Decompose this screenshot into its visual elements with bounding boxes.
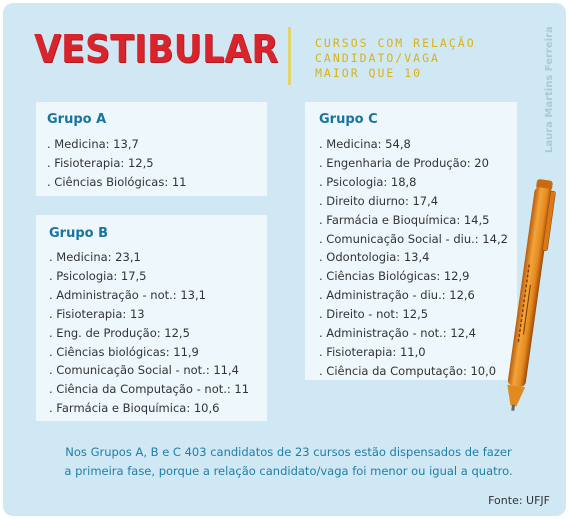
subtitle-line-2: CANDIDATO/VAGA	[315, 51, 440, 65]
list-item: . Administração - diu.: 12,6	[319, 288, 475, 303]
group-a-list	[47, 135, 186, 192]
group-c-box	[305, 102, 517, 380]
page-title: VESTIBULAR	[34, 27, 279, 71]
group-c-list	[319, 135, 508, 381]
subtitle-line-3: MAIOR QUE 10	[315, 66, 423, 80]
infographic-panel	[3, 3, 566, 516]
header-divider	[288, 27, 291, 85]
group-b-list	[49, 248, 249, 418]
subtitle-line-1: CURSOS COM RELAÇÃO	[315, 36, 476, 50]
list-item: . Fisioterapia: 12,5	[47, 155, 154, 170]
list-item: . Administração - not.: 12,4	[319, 326, 476, 341]
list-item: . Engenharia de Produção: 20	[319, 155, 489, 170]
list-item: . Odontologia: 13,4	[319, 250, 430, 265]
list-item: . Ciência da Computação: 10,0	[319, 363, 497, 378]
group-a-title: Grupo A	[47, 112, 107, 127]
footnote-line-1: Nos Grupos A, B e C 403 candidatos de 23 cursos estão dispensados de fazer	[65, 445, 512, 459]
subtitle	[315, 36, 476, 81]
list-item: . Ciências biológicas: 11,9	[49, 344, 199, 359]
list-item: . Direito - not: 12,5	[319, 307, 429, 322]
list-item: . Fisioterapia: 13	[49, 306, 145, 321]
footnote	[36, 443, 541, 480]
pen-icon	[503, 175, 557, 415]
list-item: . Comunicação Social - not.: 11,4	[49, 363, 239, 378]
list-item: . Psicologia: 18,8	[319, 174, 417, 189]
list-item: . Ciências Biológicas: 12,9	[319, 269, 470, 284]
list-item: . Farmácia e Bioquímica: 14,5	[319, 212, 490, 227]
source-credit: Fonte: UFJF	[488, 494, 550, 507]
list-item: . Psicologia: 17,5	[49, 268, 147, 283]
photo-credit: Laura Martins Ferreira	[544, 26, 555, 153]
list-item: . Comunicação Social - diu.: 14,2	[319, 231, 508, 246]
group-a-box	[36, 102, 267, 196]
group-b-title: Grupo B	[49, 226, 109, 241]
list-item: . Ciência da Computação - not.: 11	[49, 382, 250, 397]
footnote-line-2: a primeira fase, porque a relação candidato/vaga foi menor ou igual a quatro.	[64, 463, 513, 478]
list-item: . Direito diurno: 17,4	[319, 193, 439, 208]
list-item: . Medicina: 54,8	[319, 137, 411, 151]
list-item: . Administração - not.: 13,1	[49, 287, 206, 302]
list-item: . Ciências Biológicas: 11	[47, 174, 187, 189]
list-item: . Eng. de Produção: 12,5	[49, 325, 190, 340]
list-item: . Medicina: 23,1	[49, 250, 141, 264]
list-item: . Medicina: 13,7	[47, 137, 139, 151]
list-item: . Farmácia e Bioquímica: 10,6	[49, 401, 220, 416]
group-b-box	[36, 215, 267, 421]
group-c-title: Grupo C	[319, 112, 378, 127]
list-item: . Fisioterapia: 11,0	[319, 344, 426, 359]
